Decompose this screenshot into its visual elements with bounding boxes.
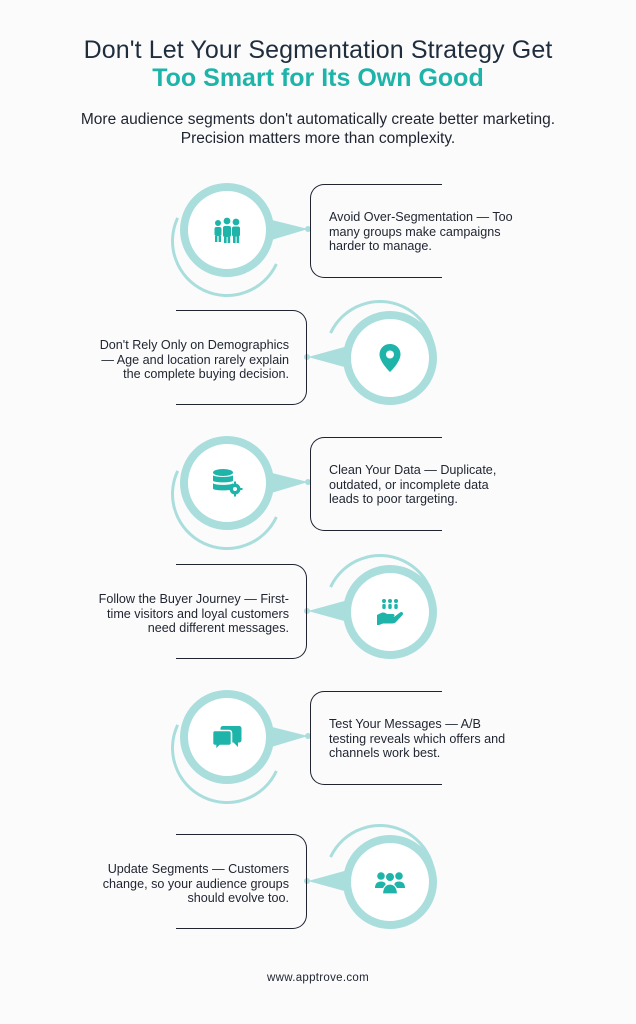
tip-item-5 xyxy=(0,679,636,799)
database-gear-icon xyxy=(211,468,243,498)
hand-people-icon xyxy=(375,597,405,627)
page-title-line2: Too Smart for Its Own Good xyxy=(152,64,484,92)
page-subtitle: More audience segments don't automatically create better marketing. Precision matters more than complexity. xyxy=(80,111,556,147)
footer-url[interactable]: www.apptrove.com xyxy=(267,972,369,984)
tip-item-1 xyxy=(0,172,636,292)
tip-text: Follow the Buyer Journey — First-time visitors and loyal customers need different messages. xyxy=(98,592,289,635)
tip-text: Test Your Messages — A/B testing reveals which offers and channels work best. xyxy=(329,717,506,760)
icon-ring xyxy=(180,436,274,530)
tip-text: Clean Your Data — Duplicate, outdated, or incomplete data leads to poor targeting. xyxy=(329,463,497,506)
connector-tail xyxy=(308,596,348,626)
location-pin-icon xyxy=(378,343,402,373)
page-title-line1: Don't Let Your Segmentation Strategy Get xyxy=(83,36,553,64)
tip-item-2 xyxy=(0,298,636,418)
connector-tail xyxy=(268,722,308,752)
connector-tail xyxy=(308,866,348,896)
icon-ring xyxy=(343,835,437,929)
icon-ring xyxy=(343,565,437,659)
connector-tail xyxy=(268,215,308,245)
connector-tail xyxy=(268,468,308,498)
icon-ring xyxy=(180,183,274,277)
chat-bubbles-icon xyxy=(212,723,242,751)
tip-item-3 xyxy=(0,425,636,545)
icon-ring xyxy=(180,690,274,784)
tip-item-4 xyxy=(0,552,636,672)
icon-ring xyxy=(343,311,437,405)
tip-text: Update Segments — Customers change, so your audience groups should evolve too. xyxy=(102,862,289,905)
connector-tail xyxy=(308,342,348,372)
tip-text: Avoid Over-Segmentation — Too many groups make campaigns harder to manage. xyxy=(329,210,513,253)
tip-item-6 xyxy=(0,822,636,942)
people-group-icon xyxy=(212,216,242,244)
users-icon xyxy=(374,869,406,895)
tip-text: Don't Rely Only on Demographics — Age and location rarely explain the complete buying decision. xyxy=(99,338,289,381)
